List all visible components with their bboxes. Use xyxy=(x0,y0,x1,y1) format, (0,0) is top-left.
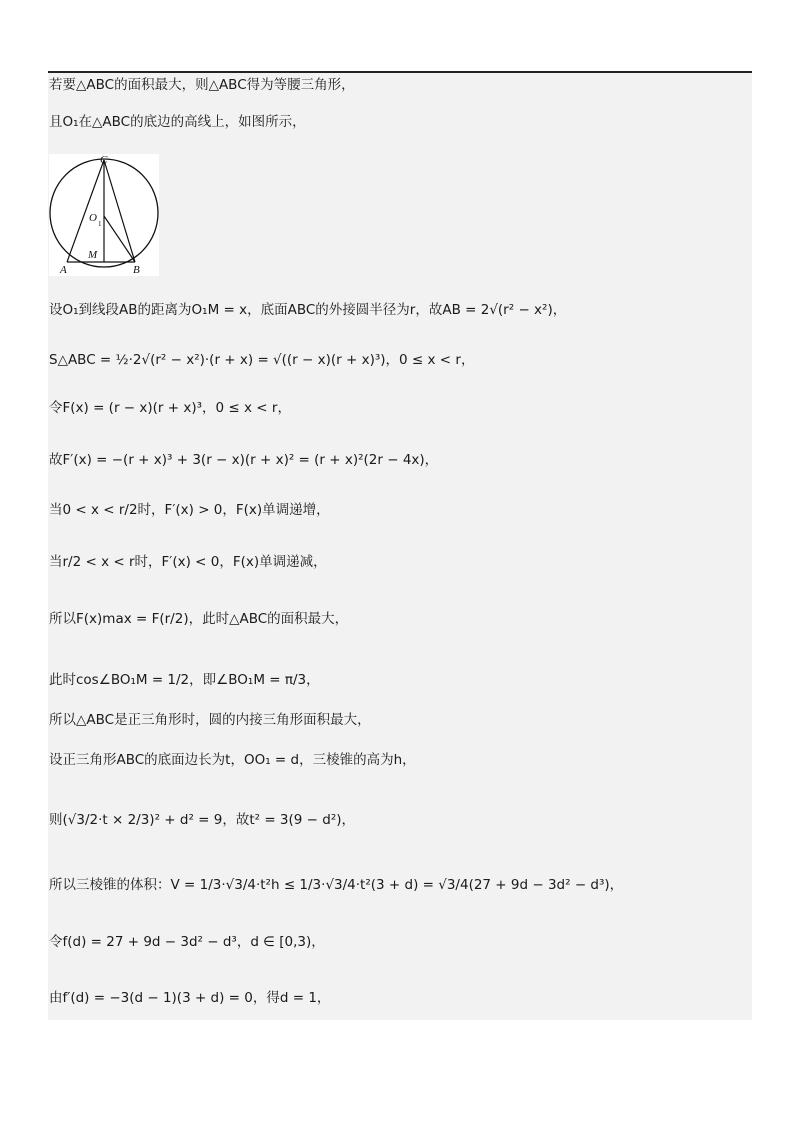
label-a: A xyxy=(60,264,67,276)
side-cb xyxy=(104,160,135,262)
line-5: 令F(x) = (r − x)(r + x)³，0 ≤ x < r， xyxy=(49,400,291,416)
line-11: 所以△ABC是正三角形时，圆的内接三角形面积最大， xyxy=(49,712,371,728)
circle-triangle-figure xyxy=(49,154,159,276)
line-16: 由f′(d) = −3(d − 1)(3 + d) = 0，得d = 1， xyxy=(49,990,331,1006)
line-13: 则(√3/2·t × 2/3)² + d² = 9，故t² = 3(9 − d²)， xyxy=(49,812,356,828)
line-4: S△ABC = ½·2√(r² − x²)·(r + x) = √((r − x)(r + x)³)，0 ≤ x < r， xyxy=(49,352,475,368)
label-o1-sub: 1 xyxy=(98,220,102,228)
line-3: 设O₁到线段AB的距离为O₁M = x，底面ABC的外接圆半径为r，故AB = 2√(r² − x²)， xyxy=(49,302,567,318)
figure-svg xyxy=(49,154,159,276)
label-m: M xyxy=(88,249,98,261)
line-14: 所以三棱锥的体积：V = 1/3·√3/4·t²h ≤ 1/3·√3/4·t²(3 + d) = √3/4(27 + 9d − 3d² − d³)， xyxy=(49,877,624,893)
line-12: 设正三角形ABC的底面边长为t，OO₁ = d，三棱锥的高为h， xyxy=(49,752,416,768)
line-10: 此时cos∠BO₁M = 1/2，即∠BO₁M = π/3， xyxy=(49,672,320,688)
label-c: C xyxy=(100,154,108,166)
label-b: B xyxy=(133,264,140,276)
line-9: 所以F(x)max = F(r/2)，此时△ABC的面积最大， xyxy=(49,611,349,627)
line-8: 当r/2 < x < r时，F′(x) < 0，F(x)单调递减， xyxy=(49,554,327,570)
line-7: 当0 < x < r/2时，F′(x) > 0，F(x)单调递增， xyxy=(49,502,330,518)
side-ca xyxy=(67,160,104,262)
segment-o1b xyxy=(104,216,135,262)
line-15: 令f(d) = 27 + 9d − 3d² − d³，d ∈ [0,3)， xyxy=(49,934,325,950)
line-1: 若要△ABC的面积最大，则△ABC得为等腰三角形， xyxy=(49,77,355,93)
label-o1: O xyxy=(89,212,97,224)
line-2: 且O₁在△ABC的底边的高线上，如图所示， xyxy=(49,114,306,130)
line-6: 故F′(x) = −(r + x)³ + 3(r − x)(r + x)² = (r + x)²(2r − 4x)， xyxy=(49,452,439,468)
